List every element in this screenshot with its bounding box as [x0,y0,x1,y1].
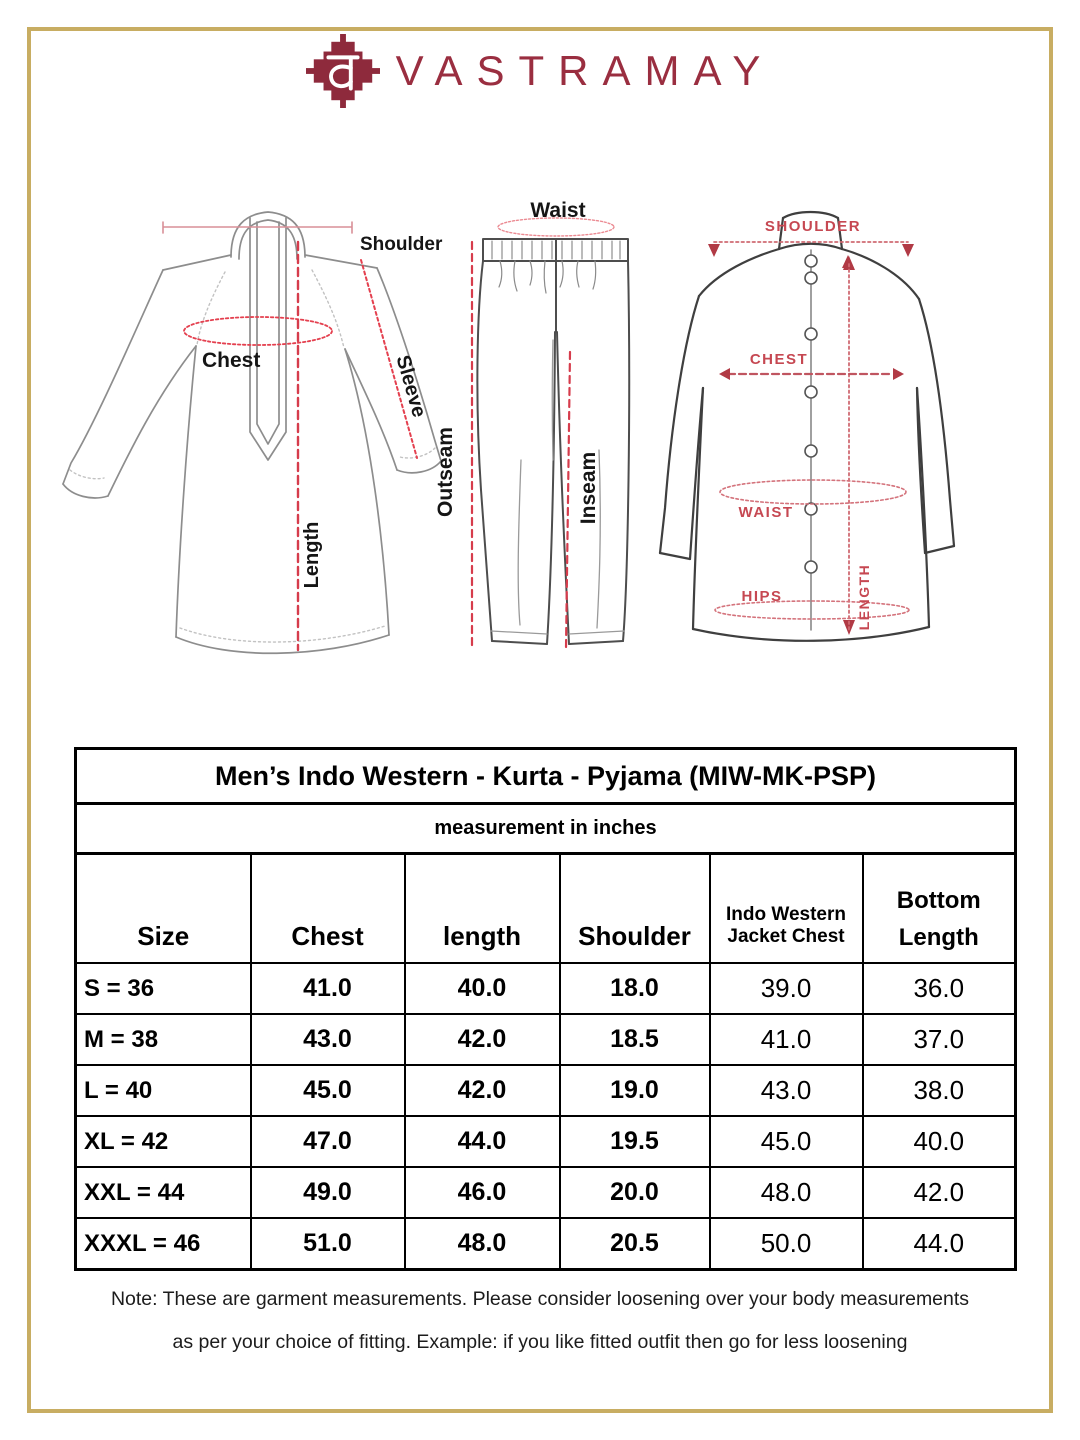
brand-header [0,34,1080,108]
garment-measurement-diagrams [0,160,1080,720]
cell-jacket-chest: 43.0 [710,1065,863,1116]
cell-size: XXXL = 46 [76,1218,251,1270]
kurta-length-label: Length [301,521,323,589]
col-header-shoulder: Shoulder [560,854,710,964]
pyjama-waist-label: Waist [530,199,586,222]
cell-jacket-chest: 50.0 [710,1218,863,1270]
jacket-waist-line [720,480,906,504]
table-row [76,1014,1016,1065]
cell-chest: 43.0 [251,1014,405,1065]
table-row [76,1167,1016,1218]
cell-length: 40.0 [405,963,560,1014]
cell-shoulder: 20.5 [560,1218,710,1270]
kurta-chest-label: Chest [202,349,261,372]
jacket-waist-label: WAIST [738,504,794,521]
cell-length: 42.0 [405,1065,560,1116]
cell-size: XL = 42 [76,1116,251,1167]
cell-bottom-length: 38.0 [863,1065,1016,1116]
col-header-chest: Chest [251,854,405,964]
jacket-hips-label: HIPS [741,588,783,605]
note-line-1: Note: These are garment measurements. Please consider loosening over your body measurements [110,1288,970,1310]
cell-chest: 45.0 [251,1065,405,1116]
cell-length: 48.0 [405,1218,560,1270]
cell-bottom-length: 44.0 [863,1218,1016,1270]
cell-length: 46.0 [405,1167,560,1218]
jacket-length-label: LENGTH [856,563,872,631]
col-header-length: length [405,854,560,964]
kurta-chest-line [184,317,332,345]
cell-bottom-length: 40.0 [863,1116,1016,1167]
size-chart-subtitle: measurement in inches [76,804,1016,854]
cell-size: S = 36 [76,963,251,1014]
cell-size: M = 38 [76,1014,251,1065]
kurta-sleeve-label: Sleeve [391,352,431,420]
kurta-shoulder-label: Shoulder [360,234,443,255]
cell-bottom-length: 42.0 [863,1167,1016,1218]
measurement-note [40,1278,1040,1364]
size-chart-table [74,747,1017,1271]
cell-shoulder: 18.0 [560,963,710,1014]
cell-chest: 41.0 [251,963,405,1014]
cell-jacket-chest: 48.0 [710,1167,863,1218]
cell-jacket-chest: 41.0 [710,1014,863,1065]
table-header-row [76,854,1016,964]
col-header-size: Size [76,854,251,964]
cell-length: 42.0 [405,1014,560,1065]
cell-chest: 49.0 [251,1167,405,1218]
kurta-diagram [63,212,443,653]
cell-length: 44.0 [405,1116,560,1167]
col-header-jacket-chest: Indo Western Jacket Chest [710,854,863,964]
cell-bottom-length: 37.0 [863,1014,1016,1065]
size-chart-title: Men’s Indo Western - Kurta - Pyjama (MIW-MK-PSP) [76,749,1016,804]
cell-bottom-length: 36.0 [863,963,1016,1014]
size-chart-section [74,747,1014,1271]
cell-shoulder: 20.0 [560,1167,710,1218]
cell-chest: 47.0 [251,1116,405,1167]
brand-logo-icon [306,34,380,108]
table-row [76,1065,1016,1116]
cell-size: XXL = 44 [76,1167,251,1218]
table-row [76,1116,1016,1167]
table-row [76,963,1016,1014]
jacket-diagram [660,212,954,641]
jacket-shoulder-label: SHOULDER [764,218,862,235]
brand-wordmark: VASTRAMAY [395,47,775,94]
cell-size: L = 40 [76,1065,251,1116]
pyjama-outseam-label: Outseam [434,427,457,517]
cell-shoulder: 19.0 [560,1065,710,1116]
note-line-2: as per your choice of fitting. Example: if you like fitted outfit then go for less loosening [172,1330,908,1353]
cell-shoulder: 18.5 [560,1014,710,1065]
col-header-bottom-length: Bottom Length [863,854,1016,964]
table-row [76,1218,1016,1270]
pyjama-inseam-label: Inseam [577,451,600,525]
jacket-chest-label: CHEST [749,351,809,368]
cell-chest: 51.0 [251,1218,405,1270]
cell-jacket-chest: 45.0 [710,1116,863,1167]
pyjama-diagram [434,199,629,648]
cell-jacket-chest: 39.0 [710,963,863,1014]
cell-shoulder: 19.5 [560,1116,710,1167]
